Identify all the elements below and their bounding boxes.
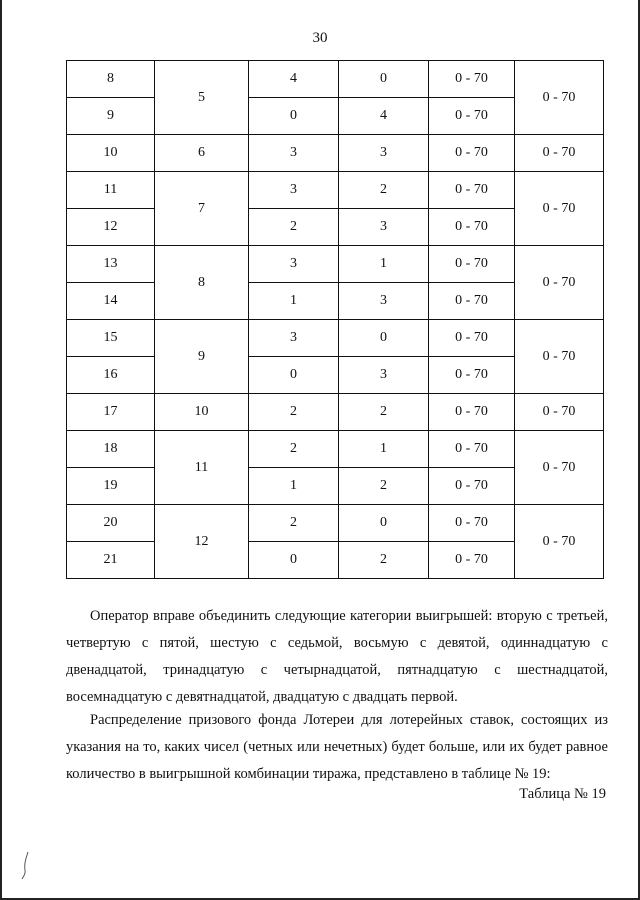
table-cell: 3: [249, 172, 339, 209]
table-cell: 3: [249, 246, 339, 283]
table-cell: 0: [339, 61, 429, 98]
table-cell: 21: [67, 542, 155, 579]
table-cell: 2: [249, 209, 339, 246]
table-cell: 17: [67, 394, 155, 431]
table-cell: 16: [67, 357, 155, 394]
table-cell: 0 - 70: [515, 320, 604, 394]
table-cell: 0 - 70: [429, 394, 515, 431]
table-cell: 18: [67, 431, 155, 468]
table-cell: 2: [339, 468, 429, 505]
paragraph-text: Оператор вправе объединить следующие категории выигрышей: вторую с третьей, четвертую с пятой, шестую с седьмой, восьмую с девятой, одиннадцатую с двенадцатой, тринадцатую с четырнадцатой, пятнадцатую с шестнадцатой, восемнадцатую с девятнадцатой, двадцатую с двадцать первой.: [66, 608, 608, 705]
table-row: [67, 394, 604, 431]
table-cell: 3: [249, 320, 339, 357]
table-cell: 14: [67, 283, 155, 320]
table-cell: 0 - 70: [429, 542, 515, 579]
table-cell: 20: [67, 505, 155, 542]
table-cell: 3: [339, 357, 429, 394]
table-cell: 0 - 70: [429, 135, 515, 172]
page-number: 30: [312, 30, 328, 46]
table-cell: 0: [249, 98, 339, 135]
table-cell: 0: [339, 320, 429, 357]
table-cell: 0 - 70: [429, 357, 515, 394]
table-cell: 9: [67, 98, 155, 135]
table-row: [67, 431, 604, 468]
scan-border-left: [0, 0, 2, 900]
table-cell: 3: [249, 135, 339, 172]
table-cell: 0 - 70: [429, 246, 515, 283]
table-cell: 0 - 70: [515, 135, 604, 172]
table-cell: 8: [155, 246, 249, 320]
paragraph-prize-distribution: [66, 707, 608, 788]
table-cell: 11: [155, 431, 249, 505]
table-cell: 10: [67, 135, 155, 172]
table-cell: 4: [339, 98, 429, 135]
table-cell: 0 - 70: [429, 209, 515, 246]
table-cell: 3: [339, 135, 429, 172]
table-cell: 19: [67, 468, 155, 505]
table-cell: 0 - 70: [429, 431, 515, 468]
table-cell: 12: [67, 209, 155, 246]
table-cell: 13: [67, 246, 155, 283]
table-cell: 0 - 70: [429, 320, 515, 357]
table-cell: 0 - 70: [515, 505, 604, 579]
table-cell: 2: [249, 394, 339, 431]
table-row: [67, 320, 604, 357]
table-caption: Таблица № 19: [519, 786, 606, 802]
table-cell: 9: [155, 320, 249, 394]
table-cell: 0 - 70: [515, 431, 604, 505]
table-cell: 7: [155, 172, 249, 246]
pen-mark-icon: [20, 850, 32, 880]
table-cell: 12: [155, 505, 249, 579]
table-cell: 1: [339, 431, 429, 468]
table-cell: 0 - 70: [429, 98, 515, 135]
table-cell: 0: [339, 505, 429, 542]
table-cell: 2: [249, 431, 339, 468]
paragraph-merge-categories: [66, 603, 608, 711]
table-row: [67, 246, 604, 283]
table-cell: 0 - 70: [429, 505, 515, 542]
table-cell: 0 - 70: [515, 172, 604, 246]
table-cell: 3: [339, 209, 429, 246]
table-cell: 0 - 70: [515, 246, 604, 320]
table-cell: 2: [249, 505, 339, 542]
table-cell: 2: [339, 394, 429, 431]
table-cell: 0 - 70: [515, 394, 604, 431]
table-cell: 6: [155, 135, 249, 172]
table-cell: 2: [339, 172, 429, 209]
paragraph-text: Распределение призового фонда Лотереи для лотерейных ставок, состоящих из указания на то, каких чисел (четных или нечетных) будет больше, или их будет равное количество в выигрышной комбинации тиража, представлено в таблице № 19:: [66, 712, 608, 782]
prize-table: [66, 60, 604, 579]
table-cell: 0 - 70: [429, 172, 515, 209]
table-row: [67, 135, 604, 172]
table-row: [67, 505, 604, 542]
table-cell: 0: [249, 357, 339, 394]
table-cell: 1: [249, 468, 339, 505]
table-cell: 3: [339, 283, 429, 320]
table-cell: 0 - 70: [429, 468, 515, 505]
table-row: [67, 61, 604, 98]
table-cell: 1: [249, 283, 339, 320]
table-row: [67, 172, 604, 209]
table-cell: 4: [249, 61, 339, 98]
table-cell: 1: [339, 246, 429, 283]
table-cell: 0 - 70: [515, 61, 604, 135]
table-cell: 0 - 70: [429, 61, 515, 98]
table-cell: 10: [155, 394, 249, 431]
table-cell: 0 - 70: [429, 283, 515, 320]
table-cell: 8: [67, 61, 155, 98]
table-cell: 5: [155, 61, 249, 135]
table-cell: 15: [67, 320, 155, 357]
table-cell: 2: [339, 542, 429, 579]
table-cell: 11: [67, 172, 155, 209]
table-cell: 0: [249, 542, 339, 579]
